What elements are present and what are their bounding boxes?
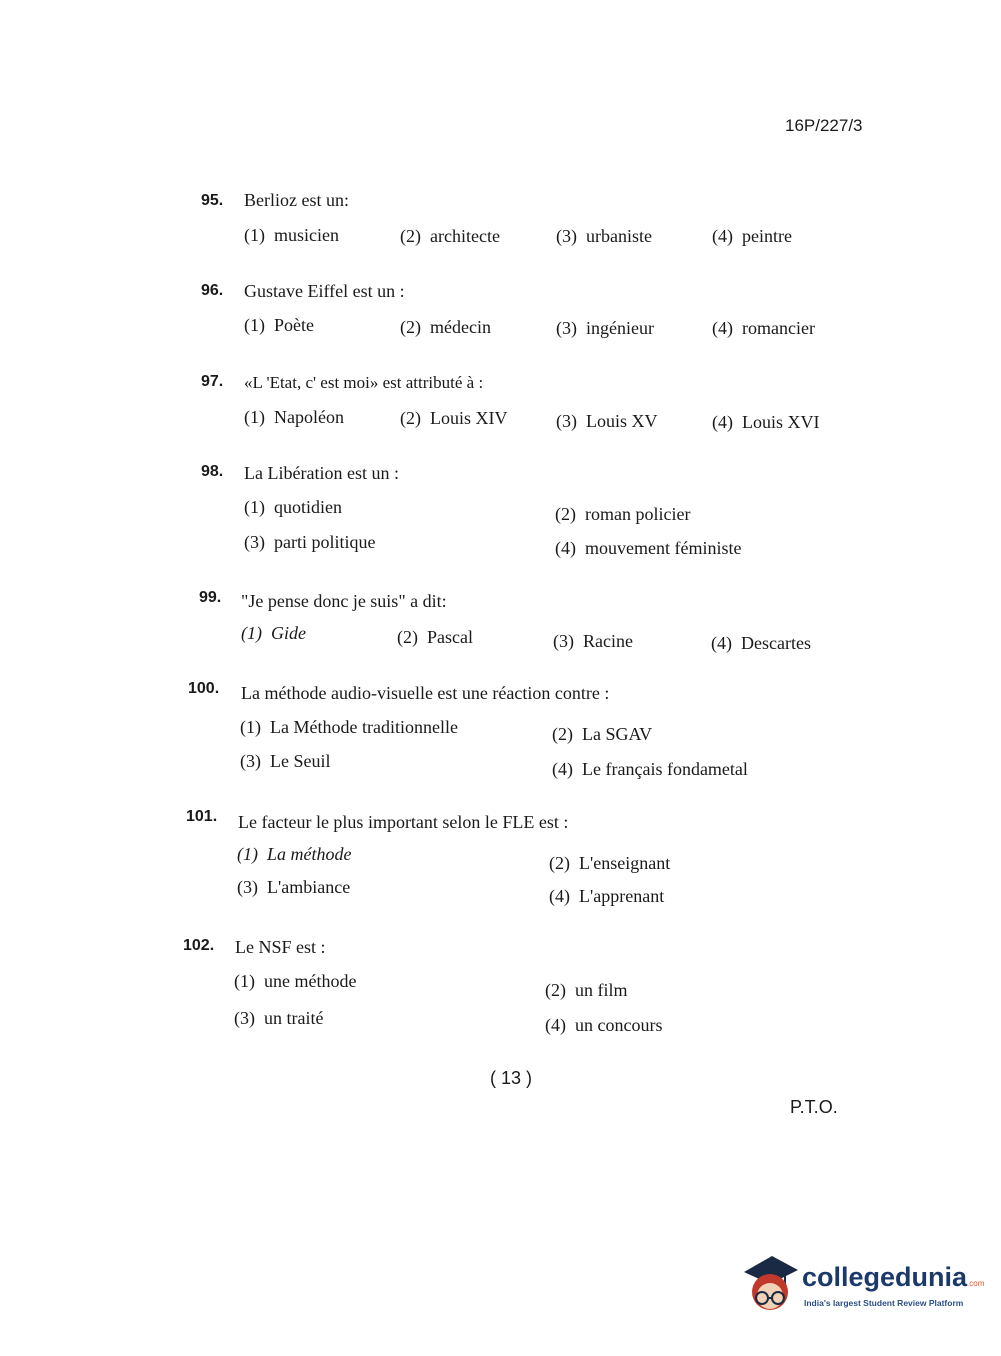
option-2: (2) architecte xyxy=(400,226,500,246)
option-3: (3) ingénieur xyxy=(556,318,654,338)
option-1: (1) musicien xyxy=(244,225,339,245)
collegedunia-watermark xyxy=(740,1252,985,1314)
brand-domain: .com xyxy=(967,1279,985,1288)
option-3: (3) urbaniste xyxy=(556,226,652,246)
option-3: (3) L'ambiance xyxy=(237,877,351,897)
option-4: (4) Descartes xyxy=(711,633,811,653)
option-3: (3) Racine xyxy=(553,631,633,651)
question-text: Le facteur le plus important selon le FLE est : xyxy=(238,812,569,832)
brand-tagline: India's largest Student Review Platform xyxy=(804,1298,964,1308)
question-number: 95. xyxy=(201,192,224,209)
question-text: Le NSF est : xyxy=(235,937,326,957)
option-2: (2) médecin xyxy=(400,317,491,337)
option-4: (4) Louis XVI xyxy=(712,412,820,432)
question-text: Berlioz est un: xyxy=(244,190,349,210)
option-3: (3) parti politique xyxy=(244,532,376,552)
option-2: (2) Louis XIV xyxy=(400,408,508,428)
collegedunia-mascot-icon xyxy=(740,1252,800,1314)
option-2: (2) La SGAV xyxy=(552,724,653,744)
question-text: Gustave Eiffel est un : xyxy=(244,281,405,301)
question-number: 102. xyxy=(183,937,215,954)
option-1: (1) La méthode xyxy=(237,844,352,864)
paper-code: 16P/227/3 xyxy=(785,116,863,135)
option-4: (4) mouvement féministe xyxy=(555,538,742,558)
option-1: (1) Gide xyxy=(241,623,306,643)
option-4: (4) un concours xyxy=(545,1015,663,1035)
option-3: (3) Louis XV xyxy=(556,411,658,431)
question-text: «L 'Etat, c' est moi» est attributé à : xyxy=(244,373,484,392)
option-2: (2) roman policier xyxy=(555,504,691,524)
question-number: 98. xyxy=(201,463,224,480)
page-number: ( 13 ) xyxy=(490,1068,533,1088)
option-4: (4) Le français fondametal xyxy=(552,759,748,779)
question-text: La Libération est un : xyxy=(244,463,399,483)
option-3: (3) Le Seuil xyxy=(240,751,331,771)
pto-label: P.T.O. xyxy=(790,1097,838,1117)
option-1: (1) quotidien xyxy=(244,497,342,517)
option-3: (3) un traité xyxy=(234,1008,324,1028)
question-number: 96. xyxy=(201,282,224,299)
option-2: (2) L'enseignant xyxy=(549,853,671,873)
option-4: (4) peintre xyxy=(712,226,792,246)
option-4: (4) L'apprenant xyxy=(549,886,665,906)
option-1: (1) La Méthode traditionnelle xyxy=(240,717,458,737)
question-number: 100. xyxy=(188,680,220,697)
option-1: (1) une méthode xyxy=(234,971,357,991)
option-2: (2) Pascal xyxy=(397,627,473,647)
question-number: 99. xyxy=(199,589,222,606)
option-1: (1) Napoléon xyxy=(244,407,344,427)
option-2: (2) un film xyxy=(545,980,628,1000)
question-number: 101. xyxy=(186,808,218,825)
question-number: 97. xyxy=(201,373,224,390)
option-1: (1) Poète xyxy=(244,315,314,335)
question-text: La méthode audio-visuelle est une réaction contre : xyxy=(241,683,610,703)
question-text: "Je pense donc je suis" a dit: xyxy=(241,591,447,611)
option-4: (4) romancier xyxy=(712,318,815,338)
brand-name: collegedunia xyxy=(802,1262,968,1292)
